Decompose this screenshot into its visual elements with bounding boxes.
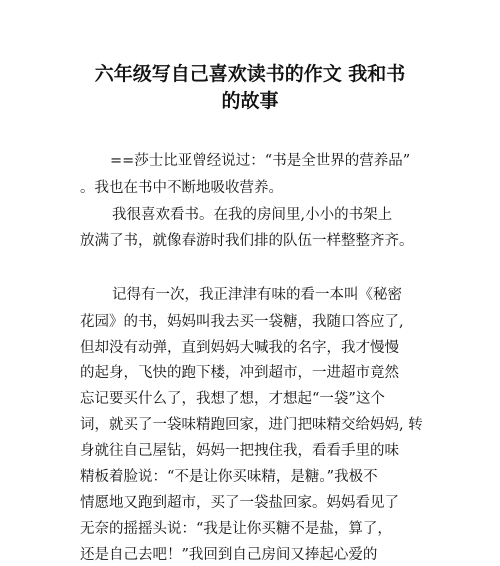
paragraph-2-line-2: 放满了书，就像春游时我们排的队伍一样整整齐齐。 <box>80 233 414 249</box>
document-title-line-2: 的故事 <box>221 90 279 112</box>
document-title-line-1: 六年级写自己喜欢读书的作文 我和书 <box>94 63 406 85</box>
paragraph-3-line-10: 无奈的摇摇头说：“我是让你买糖不是盐，算了， <box>80 521 392 537</box>
paragraph-3-line-6: 词，就买了一袋味精跑回家，进门把味精交给妈妈, 转 <box>80 417 423 433</box>
paragraph-1-line-1: ==莎士比亚曾经说过：“书是全世界的营养品” <box>110 153 411 169</box>
paragraph-3-line-2: 花园》的书，妈妈叫我去买一袋糖，我随口答应了, <box>80 314 404 330</box>
paragraph-3-line-1: 记得有一次，我正津津有味的看一本叫《秘密 <box>112 287 402 303</box>
paragraph-3-line-11: 还是自己去吧！”我回到自己房间又捧起心爱的 <box>80 547 378 563</box>
paragraph-2-line-1: 我很喜欢看书。在我的房间里,小小的书架上 <box>112 207 393 223</box>
paragraph-3-line-4: 的起身，飞快的跑下楼，冲到超市，一进超市竟然 <box>80 365 399 381</box>
paragraph-3-line-7: 身就往自己屋钻，妈妈一把拽住我，看看手里的味 <box>80 443 399 459</box>
paragraph-3-line-5: 忘记要买什么了，我想了想，才想起“一袋”这个 <box>80 391 385 407</box>
paragraph-3-line-8: 精板着脸说：“不是让你买味精，是糖。”我极不 <box>80 469 378 485</box>
paragraph-1-line-2: 。我也在书中不断地吸收营养。 <box>80 180 283 196</box>
paragraph-3-line-9: 情愿地又跑到超市，买了一袋盐回家。妈妈看见了 <box>80 495 399 511</box>
paragraph-3-line-3: 但却没有动弹，直到妈妈大喊我的名字，我才慢慢 <box>80 340 399 356</box>
